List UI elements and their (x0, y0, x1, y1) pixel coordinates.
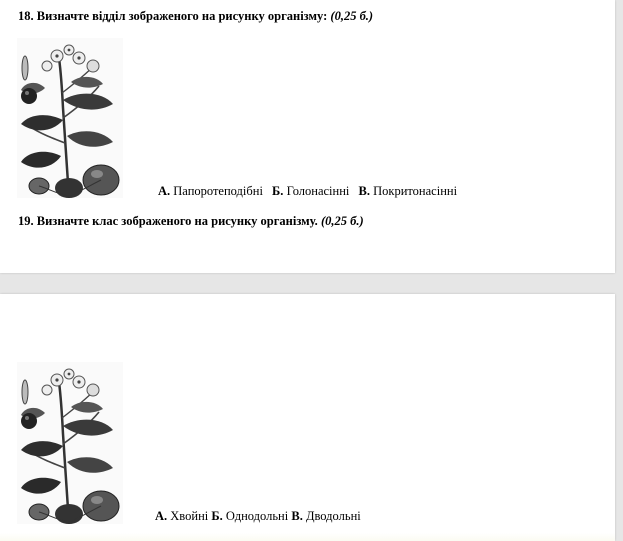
q19-option-a-text: Хвойні (170, 509, 209, 523)
plant-illustration-icon (17, 362, 123, 524)
q19-option-b-text: Однодольні (225, 509, 289, 523)
question-19-options (155, 509, 361, 524)
page-bottom-edge (0, 533, 615, 541)
q19-option-c-text: Дводольні (305, 509, 361, 523)
question-19-points: (0,25 б.) (320, 214, 364, 228)
q18-option-b-text: Голонасінні (286, 184, 350, 198)
question-18-title (18, 9, 373, 24)
plant-illustration-icon (17, 38, 123, 198)
question-18-options (158, 184, 457, 199)
q18-option-b-letter: Б. (272, 184, 284, 198)
q18-option-c-letter: В. (358, 184, 370, 198)
q18-option-a-letter: А. (158, 184, 171, 198)
q19-option-a-letter: А. (155, 509, 168, 523)
q19-option-c-letter: В. (291, 509, 303, 523)
q18-option-a-text: Папоротеподібні (173, 184, 263, 198)
q18-option-c-text: Покритонасінні (373, 184, 458, 198)
question-18-text: 18. Визначте відділ зображеного на рисунку організму: (18, 9, 328, 23)
question-18-points: (0,25 б.) (330, 9, 374, 23)
question-19-title (18, 214, 364, 229)
q19-option-b-letter: Б. (211, 509, 223, 523)
question-19-text: 19. Визначте клас зображеного на рисунку організму. (18, 214, 318, 228)
